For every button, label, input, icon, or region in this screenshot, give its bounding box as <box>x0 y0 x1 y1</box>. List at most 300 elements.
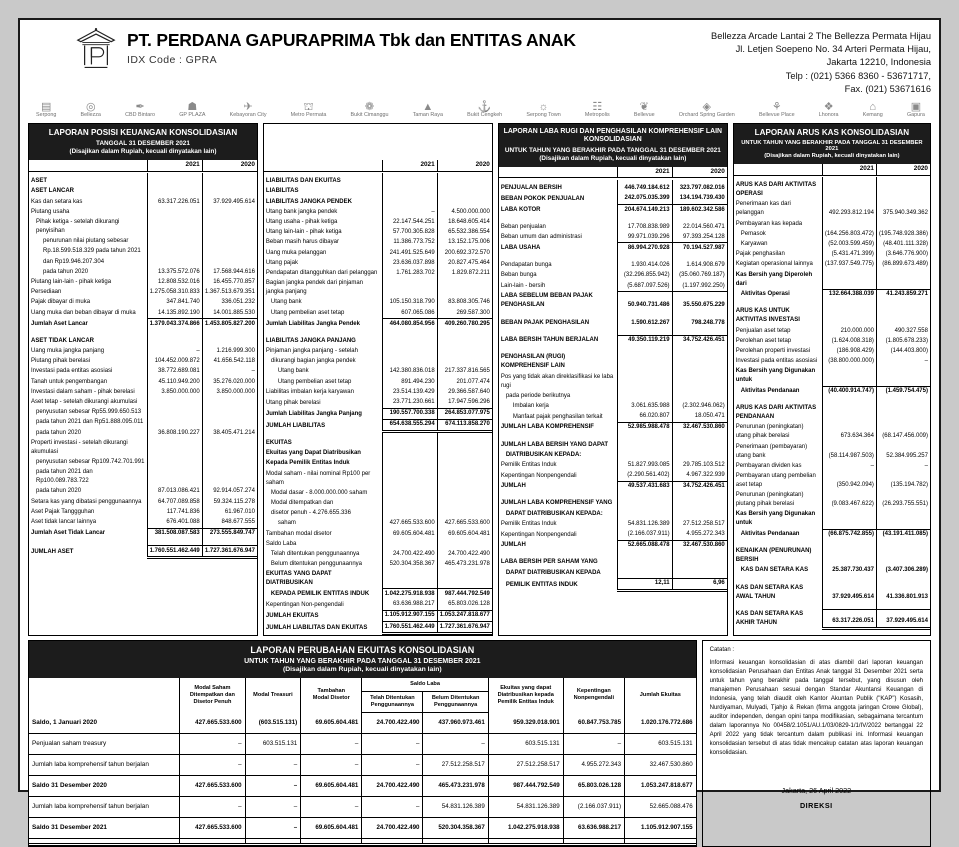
statement-row <box>734 367 930 386</box>
row-value-2020: 20.827.475.464 <box>448 259 490 266</box>
row-value-2021 <box>382 432 437 439</box>
row-label: Properti investasi - setelah dikurangi akumulasi <box>29 438 147 457</box>
row-value-2020: 465.473.231.978 <box>444 561 490 568</box>
row-value-2021 <box>382 488 437 498</box>
brand-logo: ◎ Bellezza <box>80 100 101 118</box>
statement-row <box>734 609 930 628</box>
row-value-2020: 17.947.596.296 <box>448 399 490 406</box>
row-value-2021: (5.431.471.399) <box>822 250 876 260</box>
row-label: Kepentingan Nonpengendali <box>499 470 618 481</box>
row-label: JUMLAH LIABILITAS <box>264 419 382 431</box>
row-value-2021 <box>617 558 672 568</box>
statement-row <box>29 319 257 330</box>
row-value-2021 <box>617 509 672 519</box>
equity-cell: 69.605.604.481 <box>301 817 362 838</box>
statement-row <box>264 397 492 408</box>
row-value-2021: 242.075.035.399 <box>617 194 672 205</box>
row-label: Penerimaan kas dari pelanggan <box>734 200 823 219</box>
row-label: Pajak dibayar di muka <box>29 298 147 308</box>
statement-row <box>734 510 930 529</box>
row-value-2021: 1.275.058.310.833 <box>147 288 202 298</box>
row-value-2021: 117.741.836 <box>147 507 202 517</box>
row-label: LABA SEBELUM BEBAN PAJAK PENGHASILAN <box>499 292 618 311</box>
row-value-2020: 4.500.000.000 <box>451 208 490 215</box>
row-value-2021: (350.942.094) <box>822 471 876 490</box>
row-value-2020: – <box>924 462 928 469</box>
row-value-2020: 34.752.426.451 <box>672 481 727 492</box>
row-value-2021: (1.624.008.318) <box>822 336 876 346</box>
row-label <box>499 328 618 335</box>
row-value-2021 <box>147 207 202 217</box>
statement-row <box>734 229 930 239</box>
spacer <box>734 540 930 547</box>
statement-row <box>499 440 727 450</box>
row-label: Belum ditentukan penggunaannya <box>264 560 382 570</box>
row-label: pada tahun 2020 <box>29 428 147 438</box>
row-label: Uang muka pelanggan <box>264 248 382 258</box>
equity-col-header: Belum Ditentukan Penggunaannya <box>423 691 488 712</box>
row-label <box>499 433 618 440</box>
statement-row <box>29 457 257 467</box>
statement-row <box>499 271 727 281</box>
row-value-2020 <box>437 177 492 187</box>
statement-row <box>734 529 930 540</box>
brand-logo-strip <box>28 98 931 120</box>
row-value-2020: (3.646.776.900) <box>885 251 928 258</box>
row-value-2021 <box>822 181 876 200</box>
statement-row <box>499 499 727 509</box>
statement-row <box>734 336 930 346</box>
year-col-2: 2020 <box>475 161 490 169</box>
row-value-2020: 34.752.426.451 <box>672 335 727 346</box>
row-value-2020: 38.405.471.214 <box>213 429 255 436</box>
report-header <box>28 26 931 98</box>
brand-mark-icon: ☗ <box>187 100 198 113</box>
equity-cell: 1.105.912.907.155 <box>625 817 696 838</box>
equity-cell: – <box>301 733 362 754</box>
equity-col-header: Jumlah Ekuitas <box>639 691 681 698</box>
row-value-2021 <box>822 367 876 386</box>
row-value-2021: (38.800.000.000) <box>822 357 876 367</box>
equity-cell: – <box>245 775 301 796</box>
statement-row <box>264 207 492 217</box>
row-label <box>499 311 618 318</box>
row-value-2020: 92.914.057.274 <box>213 488 255 495</box>
row-value-2020 <box>876 510 930 529</box>
signature-block <box>710 786 923 812</box>
spacer <box>499 311 727 318</box>
income-statement-panel <box>498 123 728 636</box>
row-label: ASET TIDAK LANCAR <box>29 336 147 346</box>
row-value-2021 <box>382 469 437 488</box>
row-value-2020 <box>202 457 257 467</box>
row-value-2020 <box>876 219 930 229</box>
statement-row <box>29 367 257 377</box>
spacer <box>734 300 930 307</box>
row-value-2020 <box>202 237 257 247</box>
row-value-2020 <box>437 488 492 498</box>
row-value-2020: 69.605.604.481 <box>448 530 490 537</box>
row-value-2020 <box>437 539 492 549</box>
statement-row <box>264 228 492 238</box>
place-date: Jakarta, 26 April 2022 <box>781 786 852 796</box>
row-label: Utang usaha - pihak ketiga <box>264 217 382 227</box>
row-value-2020: 17.568.944.616 <box>213 268 255 275</box>
row-value-2020 <box>202 336 257 346</box>
row-label: DAPAT DIATRIBUSIKAN KEPADA: <box>499 509 618 519</box>
equity-cell: 1.020.176.772.686 <box>641 719 693 727</box>
row-label: pada tahun 2021 dan Rp51.888.095.011 <box>29 418 147 428</box>
row-label: JUMLAH LIABILITAS DAN EKUITAS <box>264 622 382 634</box>
row-value-2020: (26.293.755.551) <box>882 501 928 508</box>
row-value-2021: 1.930.414.026 <box>617 261 672 271</box>
year-col-1: 2021 <box>382 160 437 171</box>
company-name: PT. PERDANA GAPURAPRIMA Tbk dan ENTITAS ANAK <box>127 30 576 50</box>
row-value-2020: – <box>251 368 255 375</box>
brand-mark-icon: ❁ <box>364 100 375 113</box>
row-label: KENAIKAN (PENURUNAN) BERSIH <box>734 547 823 566</box>
address-line-1: Bellezza Arcade Lantai 2 The Bellezza Permata Hijau <box>711 31 931 41</box>
row-value-2020 <box>672 551 727 558</box>
row-value-2021 <box>617 346 672 353</box>
row-label: LABA BERSIH PER SAHAM YANG <box>499 558 618 568</box>
row-value-2020 <box>437 347 492 357</box>
row-value-2021 <box>382 509 437 519</box>
row-value-2021: (164.256.803.472) <box>822 229 876 239</box>
row-value-2020: 37.929.495.614 <box>876 609 930 628</box>
row-label: LIABILITAS DAN EKUITAS <box>264 177 382 187</box>
row-value-2020 <box>202 329 257 336</box>
spacer <box>29 329 257 336</box>
row-label: Aktivitas Pendanaan <box>734 529 823 540</box>
row-label: Persediaan <box>29 288 147 298</box>
row-value-2020 <box>202 397 257 407</box>
row-label: KEPADA PEMILIK ENTITAS INDUK <box>264 589 382 600</box>
signer-title: DIREKSI <box>799 800 833 810</box>
row-value-2020: 4.967.322.939 <box>686 472 725 479</box>
row-label: Uang muka dan beban dibayar di muka <box>29 308 147 319</box>
row-value-2020 <box>876 307 930 326</box>
eq-title: LAPORAN PERUBAHAN EKUITAS KONSOLIDASIAN <box>250 645 475 656</box>
row-value-2021: 347.841.740 <box>147 298 202 308</box>
statement-row <box>29 267 257 277</box>
equity-cell: – <box>180 754 245 775</box>
brand-mark-icon: ❖ <box>823 100 834 113</box>
statement-row <box>499 222 727 232</box>
row-value-2020: 83.808.305.746 <box>448 299 490 306</box>
row-value-2021: 464.080.854.956 <box>382 319 437 330</box>
statement-row <box>734 471 930 490</box>
row-label: BEBAN POKOK PENJUALAN <box>499 194 618 205</box>
statement-row <box>29 207 257 217</box>
row-label: Kas Bersih yang Digunakan untuk <box>734 510 823 529</box>
statement-row <box>499 335 727 346</box>
row-value-2021: 99.971.039.296 <box>617 232 672 243</box>
row-value-2020: 1.053.247.818.677 <box>437 610 492 621</box>
row-label: Rp.18.599.518.329 pada tahun 2021 <box>29 247 147 257</box>
is-units: (Disajikan dalam Rupiah, kecuali dinyatakan lain) <box>539 154 687 162</box>
statement-row <box>29 438 257 457</box>
row-value-2020: 134.194.739.430 <box>679 195 725 202</box>
row-value-2020: 29.366.587.640 <box>448 388 490 395</box>
row-label: Kepentingan Nonpengendali <box>499 529 618 540</box>
row-value-2020 <box>437 329 492 336</box>
statement-row <box>264 377 492 387</box>
row-value-2021 <box>617 450 672 460</box>
row-value-2020: 1.614.908.679 <box>686 262 725 269</box>
row-label: Imbalan kerja <box>499 401 618 411</box>
row-label: Tambahan modal disetor <box>264 529 382 539</box>
statement-row <box>264 570 492 589</box>
row-label: LIABILITAS JANGKA PENDEK <box>264 197 382 207</box>
row-value-2020 <box>672 391 727 401</box>
statement-row <box>29 387 257 397</box>
row-value-2020: 4.955.272.343 <box>686 531 725 538</box>
row-label <box>499 346 618 353</box>
cf-subtitle: UNTUK TAHUN YANG BERAKHIR PADA TANGGAL 31 DESEMBER 2021 <box>741 139 923 152</box>
row-label: Modal saham - nilai nominal Rp100 per saham <box>264 469 382 488</box>
row-value-2020: (86.899.673.489) <box>882 261 928 268</box>
row-value-2020 <box>202 418 257 428</box>
row-value-2020: 29.785.103.512 <box>683 461 725 468</box>
row-label: Pinjaman jangka panjang - setelah <box>264 347 382 357</box>
row-value-2020: 35.550.675.229 <box>672 292 727 311</box>
row-value-2021: 3.850.000.000 <box>147 387 202 397</box>
row-value-2021: 45.110.949.200 <box>147 377 202 387</box>
row-value-2021 <box>617 353 672 372</box>
brand-logo: ▲ Taman Raya <box>412 100 443 118</box>
row-value-2021: (66.875.742.855) <box>822 529 876 540</box>
year-header-row <box>29 160 257 171</box>
year-header-row <box>264 160 492 171</box>
row-label: KAS DAN SETARA KAS AWAL TAHUN <box>734 583 823 602</box>
row-value-2021 <box>617 492 672 499</box>
row-value-2020 <box>672 433 727 440</box>
row-value-2020: 490.327.558 <box>894 327 928 334</box>
statement-row <box>264 258 492 268</box>
equity-cell: – <box>245 754 301 775</box>
statement-row <box>29 546 257 558</box>
brand-mark-icon: ☷ <box>592 100 603 113</box>
row-value-2021 <box>147 336 202 346</box>
equity-cell: – <box>362 754 423 775</box>
equity-group-header-saldo-laba: Saldo Laba <box>362 678 488 691</box>
equity-cell: – <box>301 796 362 817</box>
row-label: Penjualan aset tetap <box>734 326 823 336</box>
equity-cell: 24.700.422.490 <box>362 712 423 733</box>
row-value-2021: 210.000.000 <box>822 326 876 336</box>
brand-logo: ☗ GP PLAZA <box>179 100 206 118</box>
row-value-2021: 52.985.988.478 <box>617 422 672 433</box>
row-value-2020 <box>672 450 727 460</box>
row-value-2020 <box>876 547 930 566</box>
row-value-2021: 23.514.139.429 <box>382 387 437 397</box>
row-value-2021: 23.771.230.661 <box>382 397 437 408</box>
row-value-2021 <box>822 219 876 229</box>
equity-cell: 465.473.231.978 <box>423 775 488 796</box>
row-label: Pemilik Entitas Induk <box>499 519 618 529</box>
row-label: Beban masih harus dibayar <box>264 238 382 248</box>
spacer <box>499 492 727 499</box>
equity-cell: (2.166.037.911) <box>563 796 624 817</box>
row-value-2021: 57.700.305.828 <box>382 228 437 238</box>
equity-table-row <box>29 733 696 754</box>
equity-cell: 603.515.131 <box>245 733 301 754</box>
statement-row <box>264 610 492 621</box>
brand-logo: ▣ Gapura <box>906 100 925 118</box>
equity-cell: 1.053.247.818.677 <box>625 775 696 796</box>
row-value-2020 <box>876 181 930 200</box>
row-value-2020 <box>202 187 257 197</box>
equity-row-label: Jumlah laba komprehensif tahun berjalan <box>29 796 180 817</box>
row-label: Pendapatan bunga <box>499 261 618 271</box>
statement-row <box>499 194 727 205</box>
statement-row <box>499 318 727 328</box>
statement-row <box>499 281 727 292</box>
brand-logo: ❦ Bellevue <box>633 100 655 118</box>
statement-row <box>264 387 492 397</box>
equity-cell: – <box>245 817 301 838</box>
equity-col-header: Modal Saham Ditempatkan dan Disetor Penuh <box>180 678 245 712</box>
row-value-2020: (1.197.992.250) <box>682 282 725 289</box>
row-value-2020: 427.665.533.600 <box>444 520 490 527</box>
row-label: JUMLAH <box>499 481 618 492</box>
equity-row-label: Saldo 31 Desember 2020 <box>29 775 180 796</box>
row-label <box>734 300 823 307</box>
notes-title: Catatan : <box>709 647 734 654</box>
row-label: LABA BERSIH TAHUN BERJALAN <box>499 335 618 346</box>
statement-row <box>29 298 257 308</box>
row-value-2020 <box>437 509 492 519</box>
row-label: Piutang lain-lain - pihak ketiga <box>29 277 147 287</box>
equity-col-header: Telah Ditentukan Penggunaannya <box>362 691 423 712</box>
row-label: Investasi pada entitas asosiasi <box>734 357 823 367</box>
statement-row <box>734 566 930 576</box>
row-label: Utang bank <box>264 367 382 377</box>
row-value-2020: 848.677.555 <box>221 518 255 525</box>
row-value-2020: – <box>924 358 928 365</box>
fax-line: Fax. (021) 53671616 <box>844 83 931 94</box>
statement-row <box>499 372 727 391</box>
year-col-1: 2021 <box>822 164 876 175</box>
statement-row <box>29 497 257 507</box>
income-statement-table <box>499 167 727 592</box>
row-label: Bagian jangka pendek dari pinjaman jangka panjang <box>264 279 382 298</box>
row-value-2021: 654.638.555.294 <box>382 419 437 431</box>
equity-cell: – <box>245 796 301 817</box>
brand-logo: ☼ Serpong Town <box>526 100 561 118</box>
row-value-2020 <box>876 397 930 404</box>
year-header-row <box>734 164 930 175</box>
row-value-2020 <box>437 459 492 469</box>
row-value-2021 <box>382 459 437 469</box>
row-value-2020: 1.829.872.211 <box>451 269 490 276</box>
row-value-2021: (58.114.987.503) <box>822 442 876 461</box>
statement-row <box>264 197 492 207</box>
row-value-2021: – <box>822 461 876 471</box>
row-value-2021 <box>147 438 202 457</box>
row-value-2021 <box>147 408 202 418</box>
row-label: Beban bunga <box>499 271 618 281</box>
row-value-2021: 52.665.088.478 <box>617 540 672 551</box>
row-label <box>499 215 618 222</box>
equity-cell: 65.803.026.128 <box>563 775 624 796</box>
is-subtitle: UNTUK TAHUN YANG BERAKHIR PADA TANGGAL 31 DESEMBER 2021 <box>504 146 721 154</box>
row-label: Investasi dalam saham - pihak berelasi <box>29 387 147 397</box>
row-value-2020 <box>876 576 930 583</box>
equity-cell: 54.831.126.389 <box>423 796 488 817</box>
row-label <box>734 540 823 547</box>
row-value-2021: 427.665.533.600 <box>382 519 437 529</box>
spacer <box>734 576 930 583</box>
equity-cell: (603.515.131) <box>245 712 301 733</box>
statement-row <box>264 469 492 488</box>
row-value-2021 <box>822 404 876 423</box>
equity-cell: 987.444.792.549 <box>488 775 563 796</box>
row-value-2021 <box>147 257 202 267</box>
row-value-2020 <box>672 311 727 318</box>
row-value-2020: 65.532.386.554 <box>448 229 490 236</box>
spacer <box>499 215 727 222</box>
row-label: Pihak ketiga - setelah dikurangi penyisihan <box>29 217 147 236</box>
row-label: Jumlah Liabilitas Jangka Pendek <box>264 319 382 330</box>
row-value-2020: 35.276.020.000 <box>213 378 255 385</box>
equity-row-label: Jumlah laba komprehensif tahun berjalan <box>29 754 180 775</box>
row-value-2020: 59.324.115.278 <box>213 498 255 505</box>
row-value-2021 <box>382 336 437 346</box>
statement-row <box>264 347 492 357</box>
year-col-2: 2020 <box>240 161 255 169</box>
row-label: JUMLAH EKUITAS <box>264 610 382 621</box>
brand-logo: ⚘ Bellevue Place <box>758 100 795 118</box>
row-value-2021: 64.707.089.858 <box>147 497 202 507</box>
row-label: dikurangi bagian jangka pendek <box>264 357 382 367</box>
statement-row <box>499 292 727 311</box>
equity-table <box>29 678 696 846</box>
is-title-block <box>499 124 727 167</box>
row-value-2021 <box>617 391 672 401</box>
row-value-2020: (1.805.678.233) <box>885 337 928 344</box>
row-value-2020: 1.453.805.827.200 <box>202 319 257 330</box>
row-value-2020: 269.587.300 <box>456 309 490 316</box>
statement-row <box>264 336 492 346</box>
row-value-2021: 381.508.087.583 <box>147 528 202 539</box>
row-label: Beban penjualan <box>499 222 618 232</box>
row-label: Penurunan (peningkatan) piutang pihak berelasi <box>734 491 823 510</box>
row-label: Utang lain-lain - pihak ketiga <box>264 228 382 238</box>
statement-row <box>734 219 930 229</box>
row-label: Aktivitas Pendanaan <box>734 386 823 397</box>
row-value-2020 <box>202 207 257 217</box>
row-value-2020: 13.152.175.006 <box>448 239 490 246</box>
statement-row <box>29 377 257 387</box>
statement-row <box>29 288 257 298</box>
row-label: JUMLAH LABA KOMPREHENSIF YANG <box>499 499 618 509</box>
statement-row <box>264 279 492 298</box>
is-title: LAPORAN LABA RUGI DAN PENGHASILAN KOMPREHENSIF LAIN KONSOLIDASIAN <box>503 128 722 144</box>
statement-row <box>499 412 727 423</box>
statement-row <box>499 540 727 551</box>
row-value-2021 <box>822 397 876 404</box>
row-value-2020: 27.512.258.517 <box>683 520 725 527</box>
row-label <box>734 576 823 583</box>
row-label: ARUS KAS UNTUK AKTIVITAS INVESTASI <box>734 307 823 326</box>
row-value-2020 <box>202 468 257 487</box>
statement-row <box>264 529 492 539</box>
row-value-2021: 51.827.993.085 <box>617 460 672 470</box>
row-value-2021 <box>822 547 876 566</box>
row-value-2020 <box>672 328 727 335</box>
